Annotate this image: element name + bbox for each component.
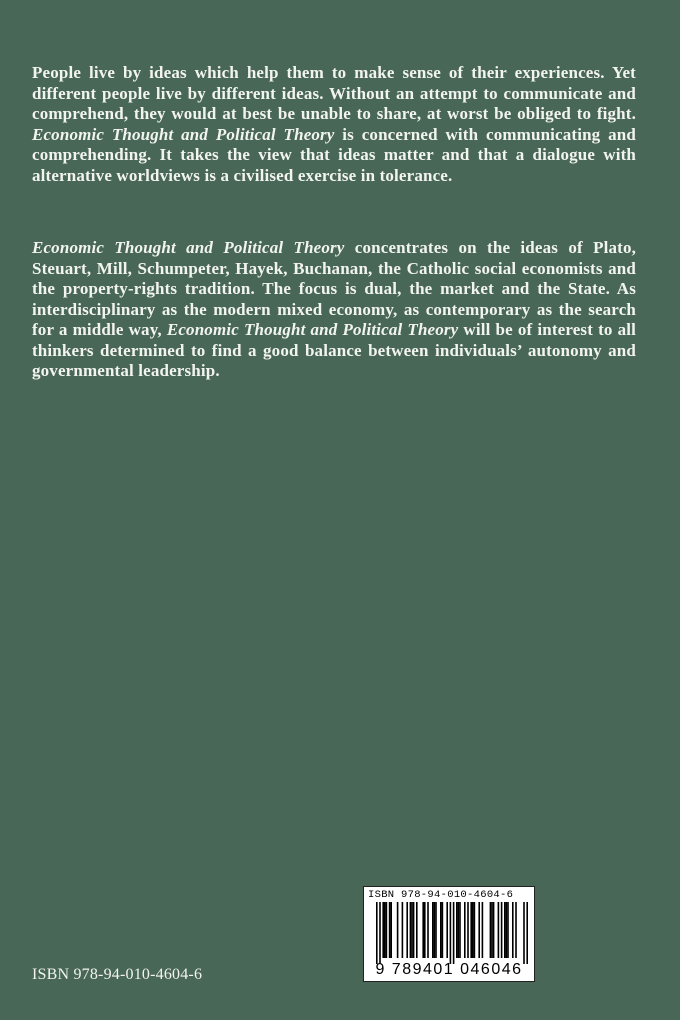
back-cover-paragraph-1 — [32, 63, 636, 186]
barcode-bar — [490, 902, 492, 958]
barcode-bar — [413, 902, 415, 958]
barcode-isbn-label: ISBN 978-94-010-4604-6 — [368, 889, 514, 901]
barcode-bar — [507, 902, 509, 958]
barcode-bar — [422, 902, 424, 958]
barcode-bar — [382, 902, 384, 958]
barcode-bar — [470, 902, 472, 958]
barcode-bar — [482, 902, 484, 958]
barcode-bar — [440, 902, 442, 958]
barcode-bar — [376, 902, 378, 964]
barcode-bar — [515, 902, 517, 958]
barcode-bar — [384, 902, 386, 958]
barcode-bar — [453, 902, 455, 964]
barcode-bar — [424, 902, 426, 958]
paragraph-2-text-b: will be of interest to all thinkers determined to find a good balance between individuals’ autonomy and governmental leadership. — [32, 320, 636, 380]
barcode-bar — [442, 902, 444, 958]
barcode-bar — [410, 902, 412, 958]
book-title-italic: Economic Thought and Political Theory — [32, 238, 345, 257]
barcode-bar — [478, 902, 480, 958]
barcode-bar — [456, 902, 458, 958]
barcode-bar — [491, 902, 493, 958]
barcode-bar — [498, 902, 500, 958]
barcode-bar — [432, 902, 434, 958]
paragraph-1-text-a: People live by ideas which help them to make sense of their experiences. Yet different people live by different ideas. Without an attempt to communicate and comprehend, they would at best be unable to share, at worst be obliged to fight. — [32, 63, 636, 123]
barcode-bar — [504, 902, 506, 958]
barcode-bar — [459, 902, 461, 958]
barcode-bar — [450, 902, 452, 964]
barcode-bar — [523, 902, 525, 964]
barcode-bar — [411, 902, 413, 958]
barcode-bar — [458, 902, 460, 958]
isbn-text: ISBN 978-94-010-4604-6 — [32, 966, 203, 983]
barcode-bar — [390, 902, 392, 958]
barcode-bar — [501, 902, 503, 958]
barcode-bar — [402, 902, 404, 958]
barcode-bar — [493, 902, 495, 958]
barcode-bar — [506, 902, 508, 958]
barcode-bar — [446, 902, 448, 958]
barcode-bar — [512, 902, 514, 958]
barcode-bar — [397, 902, 399, 958]
barcode-bar — [379, 902, 381, 964]
book-title-italic: Economic Thought and Political Theory — [32, 124, 335, 144]
barcode-bar — [427, 902, 429, 958]
barcode-bar — [526, 902, 528, 964]
barcode-bar — [472, 902, 474, 958]
back-cover-paragraph-2 — [32, 238, 636, 382]
barcode-bar — [434, 902, 436, 958]
book-title-italic: Economic Thought and Political Theory — [166, 320, 459, 339]
barcode-bar — [416, 902, 418, 958]
barcode-bar — [474, 902, 476, 958]
barcode-panel — [363, 886, 535, 982]
barcode-bar — [406, 902, 408, 958]
barcode-bar — [389, 902, 391, 958]
paragraph-1-text-b: is concerned with communicating and comprehending. It takes the view that ideas matter and that a dialogue with alternative worldviews is a civilised exercise in tolerance. — [32, 124, 636, 185]
barcode-bar — [464, 902, 466, 958]
barcode-bar — [467, 902, 469, 958]
barcode-bars — [376, 902, 528, 964]
barcode-bar — [435, 902, 437, 958]
paragraph-2-text-a: concentrates on the ideas of Plato, Steuart, Mill, Schumpeter, Hayek, Buchanan, the Catholic social economists and the property-rights tradition. The focus is dual, the market and the State. As interdisciplinary as the modern mixed economy, as contemporary as the search for a middle way, — [32, 238, 636, 339]
barcode-bar — [386, 902, 388, 958]
barcode-digits: 9 789401 046046 — [375, 961, 523, 978]
